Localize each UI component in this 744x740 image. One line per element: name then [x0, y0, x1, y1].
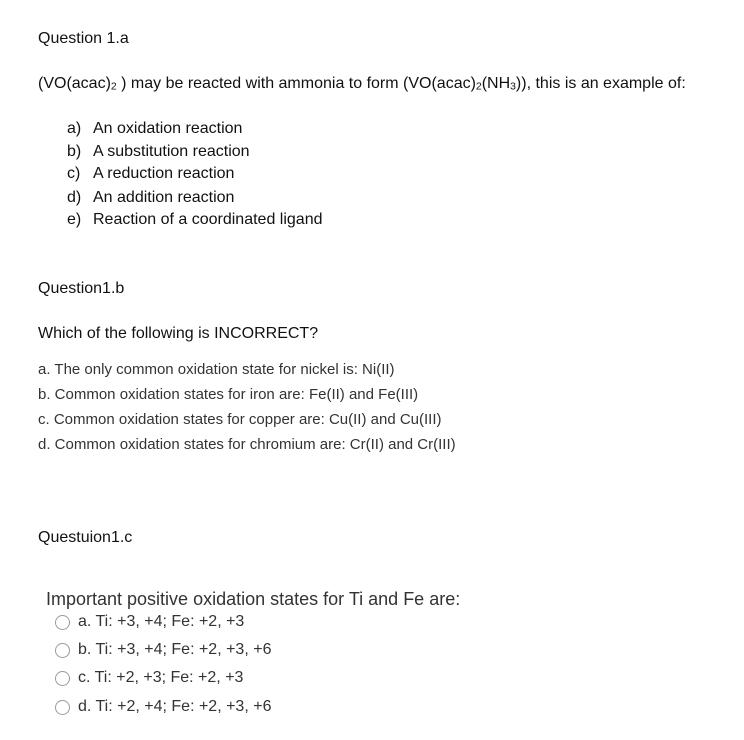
option-letter: e)	[67, 211, 82, 228]
option-letter: c)	[67, 165, 81, 182]
option-label: c. Ti: +2, +3; Fe: +2, +3	[78, 669, 244, 686]
question-1a-stem	[38, 75, 686, 93]
option-letter: a)	[67, 120, 82, 137]
option-letter: b)	[67, 143, 82, 160]
option-label: d. Ti: +2, +4; Fe: +2, +3, +6	[78, 698, 272, 715]
stem-text-3: (NH	[481, 75, 511, 92]
question-1b-option-d: d. Common oxidation states for chromium are: Cr(II) and Cr(III)	[38, 436, 456, 453]
option-c	[67, 165, 234, 183]
radio-button-a[interactable]	[55, 615, 70, 630]
option-b	[67, 143, 250, 161]
stem-text-1: (VO(acac)	[38, 75, 111, 92]
question-1c-stem: Important positive oxidation states for Ti and Fe are:	[46, 589, 461, 609]
stem-subscript-2: 2	[475, 81, 482, 93]
option-letter: d)	[67, 189, 82, 206]
question-1b-stem: Which of the following is INCORRECT?	[38, 325, 319, 342]
option-label: a. Ti: +3, +4; Fe: +2, +3	[78, 613, 245, 630]
question-1c-option-c[interactable]	[55, 669, 243, 687]
question-1c-title: Questuion1.c	[38, 529, 133, 546]
option-e	[67, 211, 323, 229]
option-text: A substitution reaction	[93, 143, 250, 160]
question-1b-option-c: c. Common oxidation states for copper are: Cu(II) and Cu(III)	[38, 411, 442, 428]
option-d	[67, 189, 234, 207]
option-label: b. Ti: +3, +4; Fe: +2, +3, +6	[78, 641, 272, 658]
question-1c-option-d[interactable]	[55, 698, 271, 716]
question-1b-title: Question1.b	[38, 280, 125, 297]
option-text: An addition reaction	[93, 189, 235, 206]
option-text: An oxidation reaction	[93, 120, 243, 137]
question-1c-option-a[interactable]	[55, 613, 244, 631]
radio-button-b[interactable]	[55, 643, 70, 658]
question-1a-title: Question 1.a	[38, 30, 129, 47]
stem-subscript-3: 3	[510, 81, 516, 93]
option-a	[67, 120, 242, 138]
radio-button-d[interactable]	[55, 700, 70, 715]
question-1c-option-b[interactable]	[55, 641, 271, 659]
option-text: Reaction of a coordinated ligand	[93, 211, 323, 228]
stem-subscript-1: 2	[110, 81, 117, 93]
question-1b-option-b: b. Common oxidation states for iron are: Fe(II) and Fe(III)	[38, 386, 419, 403]
radio-button-c[interactable]	[55, 671, 70, 686]
question-1b-option-a: a. The only common oxidation state for nickel is: Ni(II)	[38, 361, 395, 378]
option-text: A reduction reaction	[93, 165, 235, 182]
stem-text-2: ) may be reacted with ammonia to form (VO(acac)	[116, 75, 476, 92]
stem-text-4: )), this is an example of:	[515, 75, 686, 92]
